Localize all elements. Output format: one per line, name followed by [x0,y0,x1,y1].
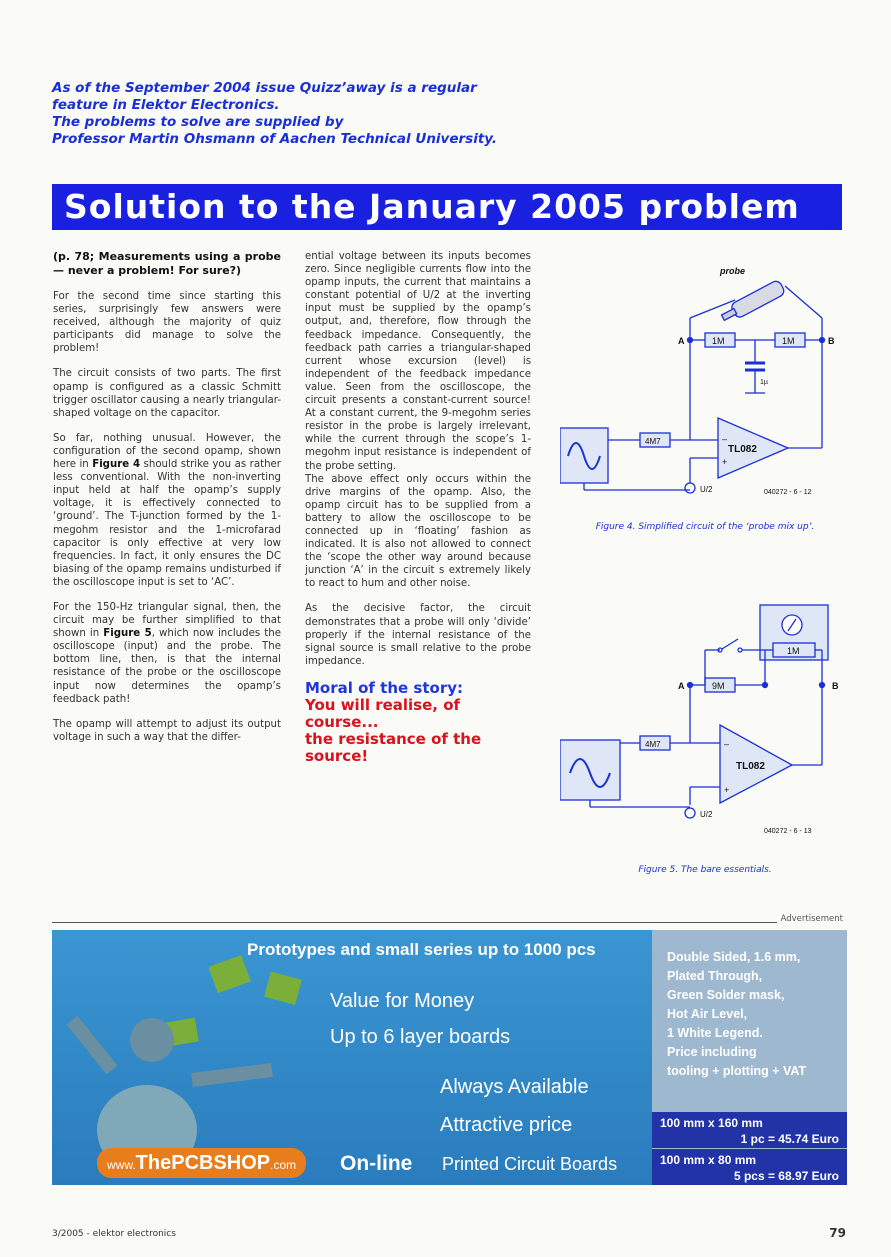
footer-issue: 3/2005 - elektor electronics [52,1229,176,1239]
paragraph: The circuit consists of two parts. The first opamp is configured as a classic Schmitt trigger oscillator causing a nearly triangular-shaped voltage on the capacitor. [53,368,281,419]
figure-4-caption: Figure 4. Simplified circuit of the ‘probe mix up’. [595,522,815,532]
u2-label: U/2 [700,810,713,819]
opamp-label: TL082 [736,761,765,772]
feature-list [667,948,806,1081]
resistor-4m7: 4M7 [645,740,661,749]
resistor-1m: 1M [712,336,725,346]
paragraph: As the decisive factor, the circuit demonstrates that a probe will only ‘divide’ properly if the internal resistance of the signal source is small relative to the probe impedance. [305,603,531,667]
probe-label: probe [720,266,746,276]
intro-line: Professor Martin Ohsmann of Aachen Technical University. [52,131,497,147]
ad-pcb-text: Printed Circuit Boards [442,1154,618,1174]
figure-5-schematic [560,595,850,845]
intro-line: The problems to solve are supplied by [52,114,344,130]
paragraph: The above effect only occurs within the drive margins of the opamp. Also, the opamp circuit has to be supplied from a battery to allow the oscilloscope to be connected up in ‘floating’ fashion as indicated. It is also not allowed to connect the ‘scope the other way around because junction ‘A’ in the circuit s extremely likely to react to hum and other noise. [305,473,531,590]
ad-headline: Prototypes and small series up to 1000 pcs [247,940,596,959]
price-size: 100 mm x 80 mm [660,1153,757,1167]
intro-block [52,80,592,148]
article-subhead: (p. 78; Measurements using a probe — never a problem! For sure?) [53,250,281,277]
advertisement-label: Advertisement [777,914,843,924]
shop-name: ThePCBSHOP [135,1152,271,1174]
text: For the 150-Hz triangular signal, then, the circuit may be further simplified to that shown in [53,601,281,640]
moral-line: You will realise, of course... [305,695,461,731]
node-b: B [828,336,835,346]
shop-url-prefix: www. [107,1158,136,1172]
ad-slogan: Attractive price [440,1114,573,1136]
text: should strike you as rather less conventional. With the non-inverting input held at half the opamp’s supply voltage, it is effectively connected to ‘ground’. The T-junction formed by the 1-megohm resistor and the 1-microfarad capacitor is only effective at very low frequencies. In fact, it only ensures the DC biasing of the opamp remains undisturbed if the oscilloscope input is set to ‘AC’. [53,459,281,588]
moral-line: the resistance of the source! [305,729,482,765]
ad-mascot-illustration [52,930,342,1160]
divider [52,922,842,923]
plus-sign: + [724,785,730,795]
node-a: A [678,681,685,691]
price-size: 100 mm x 160 mm [660,1116,763,1130]
resistor-9m: 9M [712,681,725,691]
feature-item: Price including [667,1045,757,1059]
moral-box [305,680,531,765]
pcb-advertisement[interactable] [52,930,847,1185]
price-value: 5 pcs = 68.97 Euro [733,1169,839,1183]
article-column-1 [53,250,281,756]
page-title: Solution to the January 2005 problem [52,184,842,230]
price-box [652,1149,847,1185]
paragraph [53,601,281,706]
ad-slogan: Value for Money [330,990,475,1012]
article-column-2 [305,250,531,765]
feature-item: Hot Air Level, [667,1007,748,1021]
text: , which now includes the oscilloscope (input) and the probe. The bottom line, then, is that the internal resistance of the probe or the oscilloscope input now determines the opamp’s feedback path! [53,628,281,705]
resistor-1m: 1M [782,336,795,346]
resistor-4m7: 4M7 [645,437,661,446]
node-a: A [678,336,685,346]
ad-online: On-line [340,1152,413,1175]
minus-sign: – [722,434,728,444]
figure-5-caption: Figure 5. The bare essentials. [638,865,772,875]
paragraph [53,432,281,589]
figure-ref: Figure 5 [103,628,152,640]
paragraph: ential voltage between its inputs becomes zero. Since negligible currents flow into the opamp inputs, the current that maintains a constant potential of U/2 at the inverting input must be supplied by the opamp’s output, and, therefore, flow through the feedback impedance. Consequently, the feedback path carries a triangular-shaped current whose excursion (level) is independent of the feedback impedance value. Seen from the oscilloscope, the circuit presents a constant-current source! At a constant current, the 9-megohm series resistor in the probe is largely irrelevant, while the current through the scope’s 1-megohm input resistance is independent of the probe setting. [305,251,531,472]
feature-item: Double Sided, 1.6 mm, [667,950,801,964]
capacitor-label: 1µ [760,379,768,386]
page-number: 79 [829,1226,846,1240]
u2-label: U/2 [700,485,713,494]
node-b: B [832,681,839,691]
price-value: 1 pc = 45.74 Euro [740,1132,839,1146]
figure-ref: Figure 4 [92,459,141,471]
shop-url-suffix: .com [270,1158,297,1172]
paragraph: For the second time since starting this series, surprisingly few answers were received, although the majority of quiz participants did manage to solve the problem! [53,291,281,355]
feature-item: 1 White Legend. [667,1026,763,1040]
figure-code: 040272 - 6 - 12 [764,489,812,496]
moral-heading: Moral of the story: [305,678,463,697]
figure-4-schematic [560,258,850,498]
price-box [652,1112,847,1148]
figure-code: 040272 - 6 - 13 [764,828,812,835]
shop-url-link[interactable] [97,1148,306,1178]
minus-sign: – [724,739,730,749]
intro-line: feature in Elektor Electronics. [52,97,280,113]
resistor-1m: 1M [787,646,800,656]
feature-item: Green Solder mask, [667,988,785,1002]
opamp-label: TL082 [728,444,757,455]
feature-item: tooling + plotting + VAT [667,1064,807,1078]
feature-item: Plated Through, [667,969,763,983]
text: So far, nothing unusual. However, the configuration of the second opamp, shown here in [53,432,281,471]
paragraph: The opamp will attempt to adjust its output voltage in such a way that the differ- [53,718,281,743]
ad-slogan: Always Available [440,1076,589,1098]
intro-line: As of the September 2004 issue Quizz’away is a regular [52,80,477,96]
plus-sign: + [722,457,728,467]
ad-slogan: Up to 6 layer boards [330,1026,511,1048]
